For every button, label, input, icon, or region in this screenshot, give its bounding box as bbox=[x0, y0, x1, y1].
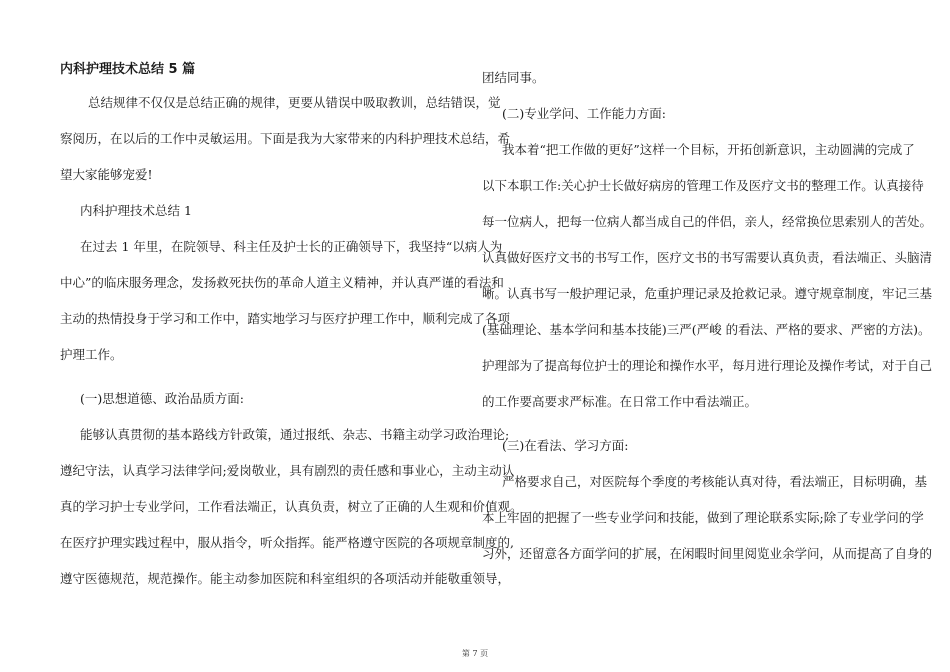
document-title: 内科护理技术总结 5 篇 bbox=[60, 62, 196, 77]
paragraph-line: 主动的热情投身于学习和工作中，踏实地学习与医疗护理工作中，顺利完成了各项 bbox=[60, 311, 511, 326]
subsection-heading: (一)思想道德、政治品质方面: bbox=[80, 391, 244, 406]
paragraph-line: 晰。认真书写一般护理记录，危重护理记录及抢救记录。遵守规章制度，牢记三基 bbox=[482, 286, 933, 301]
paragraph-line: 以下本职工作:关心护士长做好病房的管理工作及医疗文书的整理工作。认真接待 bbox=[482, 178, 924, 193]
paragraph-line: 习外，还留意各方面学问的扩展，在闲暇时间里阅览业余学问，从而提高了自身的 bbox=[482, 546, 933, 561]
subsection-heading: (三)在看法、学习方面: bbox=[502, 438, 629, 453]
paragraph-line: 在医疗护理实践过程中，服从指令，听众指挥。能严格遵守医院的各项规章制度的, bbox=[60, 535, 514, 550]
paragraph-line: 认真做好医疗文书的书写工作，医疗文书的书写需要认真负责，看法端正、头脑清 bbox=[482, 250, 933, 265]
paragraph-line: 我本着“把工作做的更好”这样一个目标，开拓创新意识，主动圆满的完成了 bbox=[502, 142, 915, 157]
paragraph-line: 本上牢固的把握了一些专业学问和技能，做到了理论联系实际;除了专业学问的学 bbox=[482, 510, 924, 525]
paragraph-line: 察阅历，在以后的工作中灵敏运用。下面是我为大家带来的内科护理技术总结，希 bbox=[60, 131, 511, 146]
paragraph-line: 每一位病人，把每一位病人都当成自己的伴侣，亲人，经常换位思索别人的苦处。 bbox=[482, 214, 933, 229]
paragraph-line: 在过去 1 年里，在院领导、科主任及护士长的正确领导下，我坚持“以病人为 bbox=[80, 239, 503, 254]
paragraph-line: 中心”的临床服务理念，发扬救死扶伤的革命人道主义精神，并认真严谨的看法和 bbox=[60, 275, 504, 290]
paragraph-line: 总结规律不仅仅是总结正确的规律，更要从错误中吸取教训，总结错误，觉 bbox=[88, 95, 501, 110]
paragraph-line: 遵守医德规范，规范操作。能主动参加医院和科室组织的各项活动并能敬重领导， bbox=[60, 571, 511, 586]
paragraph-line: 真的学习护士专业学问，工作看法端正，认真负责，树立了正确的人生观和价值观。 bbox=[60, 499, 523, 514]
paragraph-line: 遵纪守法，认真学习法律学问;爱岗敬业，具有剧烈的责任感和事业心，主动主动认 bbox=[60, 463, 515, 478]
paragraph-line: (基础理论、基本学问和基本技能)三严(严峻 的看法、严格的要求、严密的方法)。 bbox=[482, 322, 931, 337]
paragraph-line: 能够认真贯彻的基本路线方针政策，通过报纸、杂志、书籍主动学习政治理论; bbox=[80, 427, 510, 442]
paragraph-line: 的工作要高要求严标准。在日常工作中看法端正。 bbox=[482, 394, 758, 409]
paragraph-line: 护理部为了提高每位护士的理论和操作水平，每月进行理论及操作考试，对于自己 bbox=[482, 358, 933, 373]
paragraph-line: 团结同事。 bbox=[482, 70, 545, 85]
subsection-heading: (二)专业学问、工作能力方面: bbox=[502, 106, 666, 121]
paragraph-line: 护理工作。 bbox=[60, 347, 123, 362]
page-number: 第 7 页 bbox=[461, 649, 489, 658]
paragraph-line: 严格要求自己，对医院每个季度的考核能认真对待，看法端正，目标明确，基 bbox=[502, 474, 928, 489]
paragraph-line: 望大家能够宠爱! bbox=[60, 167, 153, 182]
section-heading: 内科护理技术总结 1 bbox=[80, 203, 192, 218]
